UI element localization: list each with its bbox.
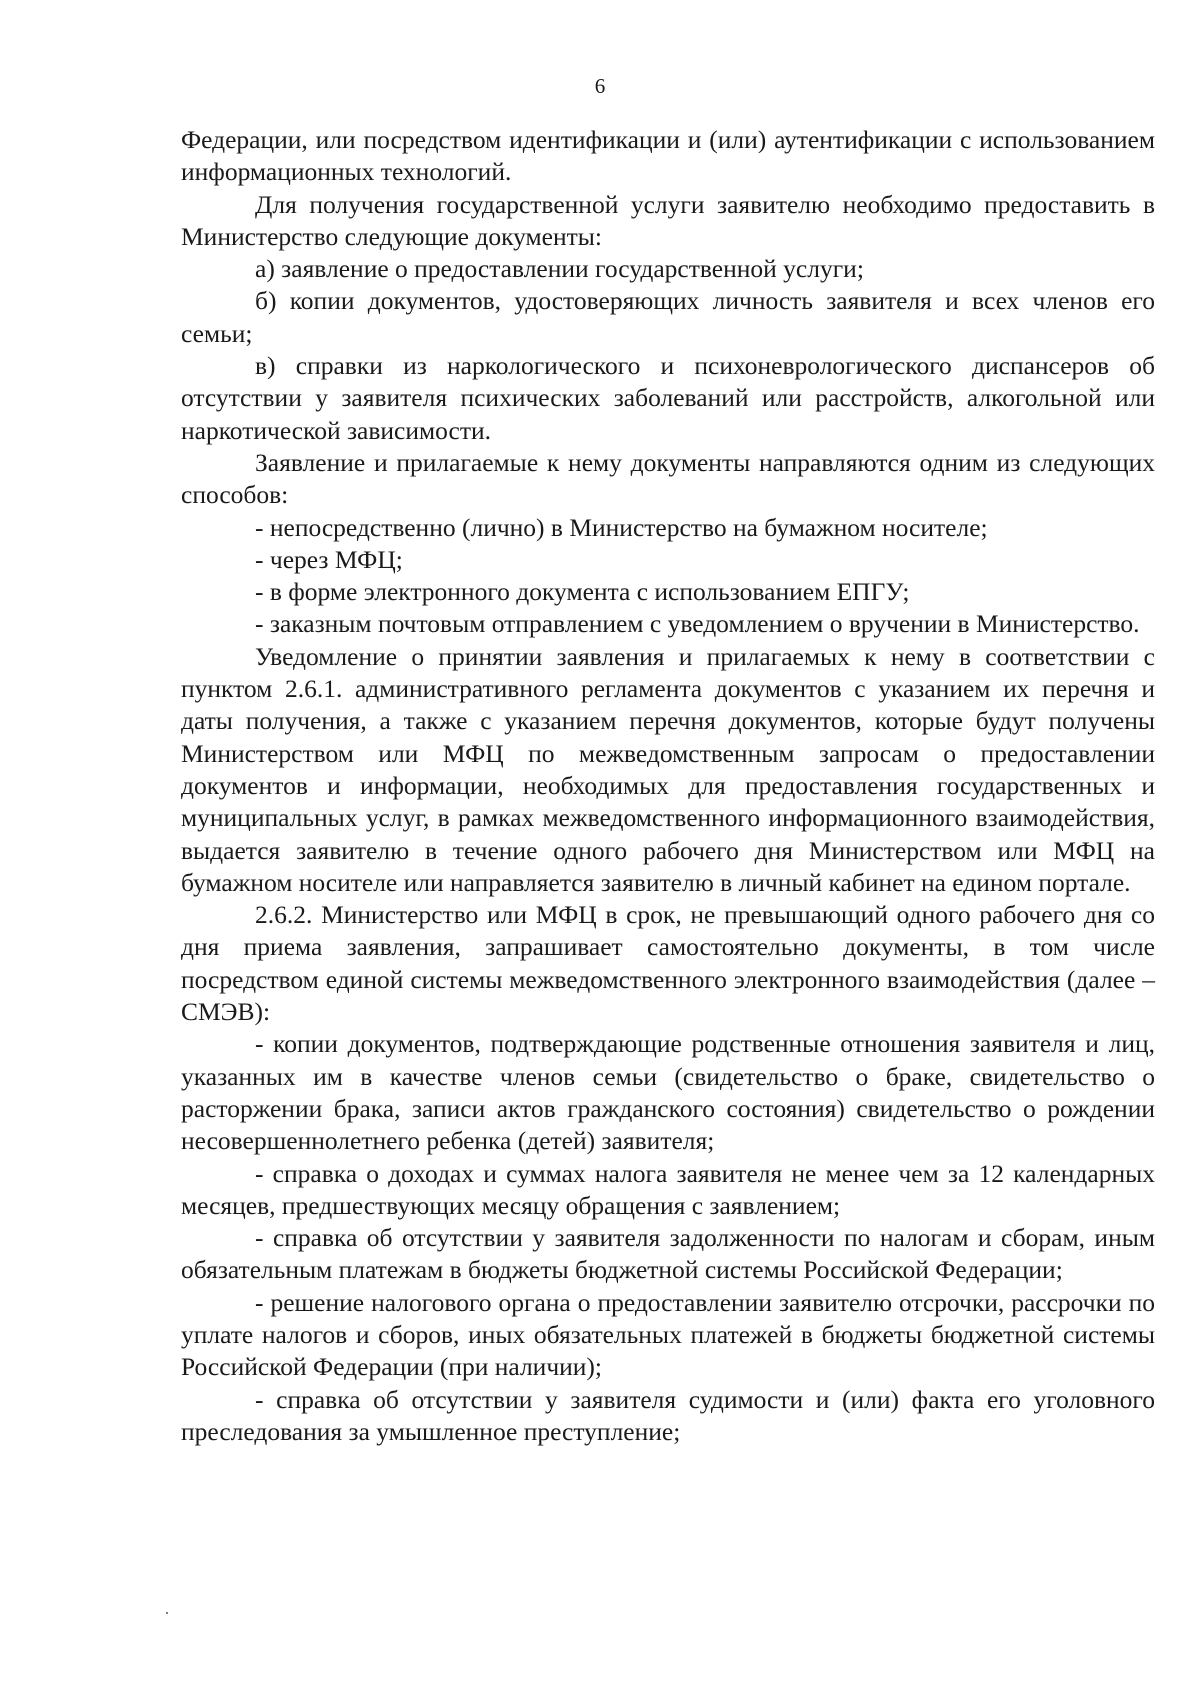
paragraph-documents-intro: Для получения государственной услуги заявителю необходимо предоставить в Министерство следующие документы: [181,189,1155,251]
list-item-application: а) заявление о предоставлении государственной услуги; [255,254,864,284]
paragraph-continuation: Федерации, или посредством идентификации и (или) аутентификации с использованием информационных технологий. [181,125,1155,187]
list-item-identity-copies: б) копии документов, удостоверяющих личность заявителя и всех членов его семьи; [181,286,1155,348]
paragraph-submission-methods: Заявление и прилагаемые к нему документы направляются одним из следующих способов: [181,447,1155,510]
list-item-tax-debt-certificate: - справка об отсутствии у заявителя задолженности по налогам и сборам, иным обязательным платежам в бюджеты бюджетной системы Российской Федерации; [181,1223,1155,1285]
list-item-epgu: - в форме электронного документа с использованием ЕПГУ; [255,577,910,607]
list-item-medical-certificates: в) справки из наркологического и психоневрологического диспансеров об отсутствии у заявителя психических заболеваний или расстройств, алкогольной или наркотической зависимости. [181,351,1155,445]
list-item-criminal-record-certificate: - справка об отсутствии у заявителя судимости и (или) факта его уголовного преследования за умышленное преступление; [181,1384,1155,1446]
list-item-tax-deferral-decision: - решение налогового органа о предоставлении заявителю отсрочки, рассрочки по уплате налогов и сборов, иных обязательных платежей в бюджеты бюджетной системы Российской Федерации (при наличии); [181,1287,1155,1382]
scan-speck [166,1612,168,1614]
list-item-mfc: - через МФЦ; [255,544,403,574]
list-item-income-certificate: - справка о доходах и суммах налога заявителя не менее чем за 12 календарных месяцев, предшествующих месяцу обращения с заявлением; [181,1158,1155,1220]
paragraph-notification: Уведомление о принятии заявления и прилагаемых к нему в соответствии с пунктом 2.6.1. административного регламента документов с указанием их перечня и даты получения, а также с указанием перечня документов, которые будут получены Министерством или МФЦ по межведомственным запросам о предоставлении документов и информации, необходимых для предоставления государственных и муниципальных услуг, в рамках межведомственного информационного взаимодействия, выдается заявителю в течение одного рабочего дня Министерством или МФЦ на бумажном носителе или направляется заявителю в личный кабинет на едином портале. [181,641,1155,897]
page-number: 6 [594,74,606,98]
list-item-registered-mail: - заказным почтовым отправлением с уведомлением о вручении в Министерство. [255,609,1140,639]
document-body [181,124,1155,1448]
list-item-in-person: - непосредственно (лично) в Министерство на бумажном носителе; [255,512,988,542]
paragraph-section-2-6-2: 2.6.2. Министерство или МФЦ в срок, не превышающий одного рабочего дня со дня приема заявления, запрашивает самостоятельно документы, в том числе посредством единой системы межведомственного электронного взаимодействия (далее – СМЭВ): [181,900,1155,1027]
list-item-family-documents: - копии документов, подтверждающие родственные отношения заявителя и лиц, указанных им в качестве членов семьи (свидетельство о браке, свидетельство о расторжении брака, записи актов гражданского состояния) свидетельство о рождении несовершеннолетнего ребенка (детей) заявителя; [181,1029,1155,1156]
